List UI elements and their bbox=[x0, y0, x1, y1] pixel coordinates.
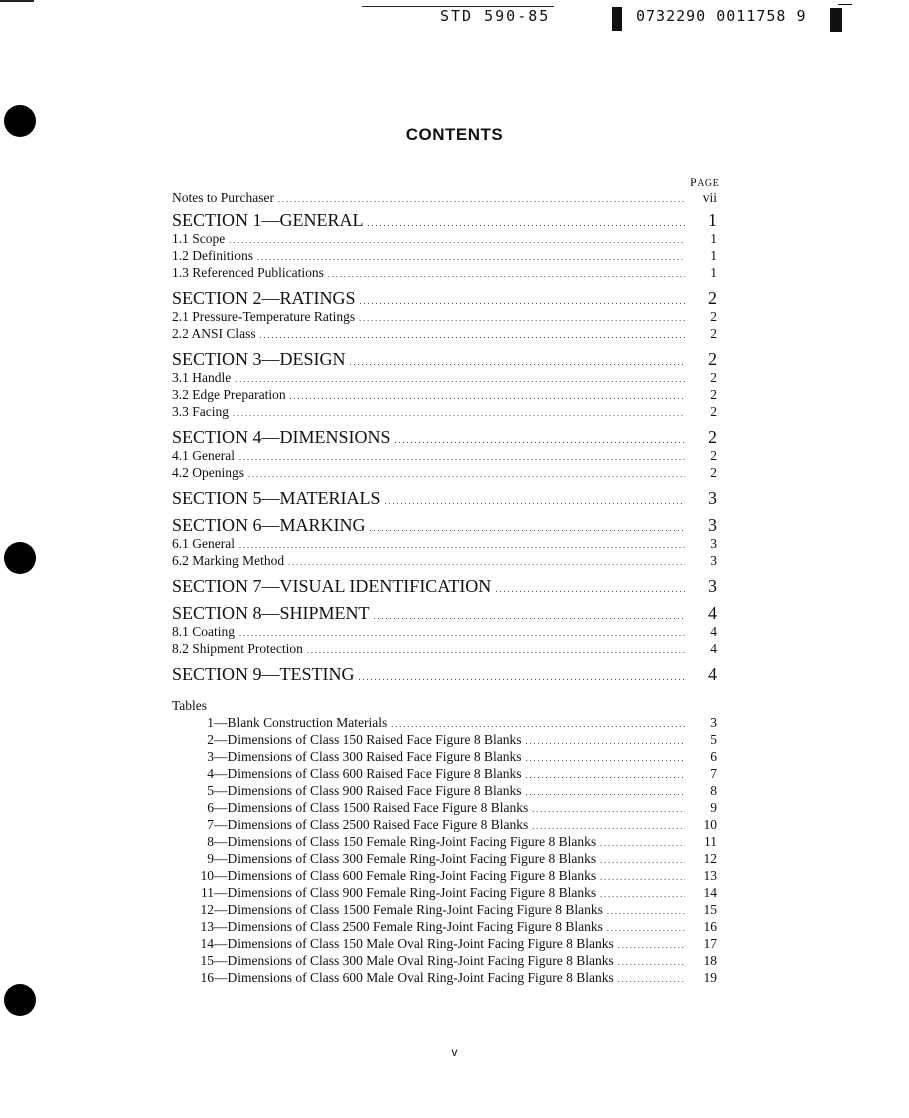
table-number: 12 bbox=[200, 902, 214, 917]
toc-section-6[interactable] bbox=[172, 515, 717, 535]
toc-table-entry[interactable] bbox=[172, 714, 717, 731]
dot-leader bbox=[278, 189, 685, 208]
toc-entry-label: 6.2 Marking Method bbox=[172, 553, 285, 568]
toc-entry-label bbox=[182, 850, 596, 867]
toc-entry-page: 2 bbox=[710, 326, 717, 341]
em-dash-separator: — bbox=[214, 936, 228, 951]
toc-subsection[interactable] bbox=[172, 369, 717, 386]
toc-table-entry[interactable] bbox=[172, 748, 717, 765]
em-dash-separator: — bbox=[214, 885, 228, 900]
toc-entry-page: 3 bbox=[708, 576, 717, 596]
toc-entry-label: 2.1 Pressure-Temperature Ratings bbox=[172, 309, 356, 324]
toc-entry-label bbox=[182, 935, 614, 952]
dot-leader bbox=[260, 325, 685, 344]
toc-entry-label: Notes to Purchaser bbox=[172, 190, 274, 205]
em-dash-separator: — bbox=[214, 783, 228, 798]
toc-entry-label bbox=[182, 969, 614, 986]
table-number: 13 bbox=[200, 919, 214, 934]
toc-table-entry[interactable] bbox=[172, 867, 717, 884]
toc-entry-label: 4.1 General bbox=[172, 448, 235, 463]
dot-leader bbox=[495, 576, 685, 600]
toc-entry-page: 2 bbox=[710, 387, 717, 402]
toc-table-entry[interactable] bbox=[172, 765, 717, 782]
toc-section-1[interactable] bbox=[172, 210, 717, 230]
toc-subsection[interactable] bbox=[172, 640, 717, 657]
toc-entry-label bbox=[182, 867, 596, 884]
toc-entry-page: 11 bbox=[704, 834, 717, 849]
toc-subsection[interactable] bbox=[172, 623, 717, 640]
toc-entry-page: 3 bbox=[710, 553, 717, 568]
table-title: Dimensions of Class 150 Male Oval Ring-Joint Facing Figure 8 Blanks bbox=[227, 936, 614, 951]
toc-table-entry[interactable] bbox=[172, 731, 717, 748]
toc-entry-page: 2 bbox=[710, 404, 717, 419]
toc-entry-page: 1 bbox=[710, 248, 717, 263]
toc-entry-page: 6 bbox=[710, 749, 717, 764]
table-number: 4 bbox=[207, 766, 214, 781]
toc-entry-label bbox=[182, 901, 603, 918]
table-number: 15 bbox=[200, 953, 214, 968]
dot-leader bbox=[288, 552, 685, 571]
toc-entry-label bbox=[182, 884, 596, 901]
table-title: Dimensions of Class 600 Male Oval Ring-Joint Facing Figure 8 Blanks bbox=[227, 970, 614, 985]
toc-table-entry[interactable] bbox=[172, 935, 717, 952]
dot-leader bbox=[618, 969, 685, 988]
toc-section-3[interactable] bbox=[172, 349, 717, 369]
toc-entry-page: 13 bbox=[703, 868, 717, 883]
table-title: Dimensions of Class 1500 Female Ring-Joint Facing Figure 8 Blanks bbox=[227, 902, 603, 917]
toc-entry-page: 1 bbox=[710, 231, 717, 246]
table-title: Dimensions of Class 300 Male Oval Ring-Joint Facing Figure 8 Blanks bbox=[227, 953, 614, 968]
toc-entry-label: 2.2 ANSI Class bbox=[172, 326, 256, 341]
toc-entry-page: 1 bbox=[710, 265, 717, 280]
table-number: 9 bbox=[207, 851, 214, 866]
table-of-contents bbox=[172, 189, 717, 986]
em-dash-separator: — bbox=[214, 851, 228, 866]
toc-entry-page: 17 bbox=[703, 936, 717, 951]
header-bar-mark-right bbox=[830, 8, 842, 32]
em-dash-separator: — bbox=[214, 732, 228, 747]
toc-entry-label: SECTION 9—TESTING bbox=[172, 664, 355, 684]
page-number: v bbox=[451, 1045, 458, 1059]
toc-entry-page: 2 bbox=[708, 288, 717, 308]
table-title: Dimensions of Class 2500 Raised Face Figure 8 Blanks bbox=[227, 817, 529, 832]
toc-entry-page: 4 bbox=[710, 641, 717, 656]
toc-entry-label bbox=[182, 714, 387, 731]
toc-entry-label bbox=[182, 816, 528, 833]
em-dash-separator: — bbox=[214, 902, 228, 917]
section-list bbox=[172, 210, 717, 684]
table-number: 10 bbox=[200, 868, 214, 883]
table-title: Dimensions of Class 600 Raised Face Figure 8 Blanks bbox=[227, 766, 522, 781]
toc-subsection[interactable] bbox=[172, 247, 717, 264]
toc-entry-label bbox=[182, 731, 521, 748]
toc-entry-label bbox=[182, 748, 521, 765]
header-document-code: 0732290 0011758 9 bbox=[636, 7, 807, 25]
toc-table-entry[interactable] bbox=[172, 816, 717, 833]
toc-section-2[interactable] bbox=[172, 288, 717, 308]
punch-hole-middle bbox=[4, 542, 36, 574]
table-title: Dimensions of Class 1500 Raised Face Figure 8 Blanks bbox=[227, 800, 529, 815]
toc-section-9[interactable] bbox=[172, 664, 717, 684]
toc-entry-label: SECTION 5—MATERIALS bbox=[172, 488, 381, 508]
toc-subsection[interactable] bbox=[172, 308, 717, 325]
toc-entry-page: vii bbox=[702, 190, 717, 205]
toc-notes-entry[interactable] bbox=[172, 189, 717, 206]
table-number: 11 bbox=[201, 885, 214, 900]
table-title: Blank Construction Materials bbox=[227, 715, 388, 730]
toc-entry-label: SECTION 7—VISUAL IDENTIFICATION bbox=[172, 576, 492, 596]
toc-entry-page: 8 bbox=[710, 783, 717, 798]
toc-entry-page: 18 bbox=[703, 953, 717, 968]
toc-subsection[interactable] bbox=[172, 464, 717, 481]
toc-entry-page: 2 bbox=[710, 370, 717, 385]
em-dash-separator: — bbox=[214, 834, 228, 849]
toc-entry-label: SECTION 2—RATINGS bbox=[172, 288, 356, 308]
toc-entry-page: 12 bbox=[703, 851, 717, 866]
toc-entry-label bbox=[182, 782, 521, 799]
toc-entry-label bbox=[182, 765, 521, 782]
em-dash-separator: — bbox=[214, 749, 228, 764]
toc-entry-label bbox=[182, 799, 528, 816]
punch-hole-bottom bbox=[4, 984, 36, 1016]
dot-leader bbox=[328, 264, 685, 283]
toc-subsection[interactable] bbox=[172, 552, 717, 569]
toc-entry-label: SECTION 1—GENERAL bbox=[172, 210, 364, 230]
table-number: 5 bbox=[207, 783, 214, 798]
toc-table-entry[interactable] bbox=[172, 850, 717, 867]
em-dash-separator: — bbox=[214, 817, 228, 832]
toc-entry-page: 3 bbox=[708, 488, 717, 508]
toc-entry-label: SECTION 8—SHIPMENT bbox=[172, 603, 370, 623]
dot-leader bbox=[248, 464, 685, 483]
tables-list bbox=[172, 714, 717, 986]
toc-entry-page: 2 bbox=[708, 349, 717, 369]
em-dash-separator: — bbox=[214, 766, 228, 781]
toc-entry-label: 6.1 General bbox=[172, 536, 235, 551]
toc-entry-page: 4 bbox=[708, 603, 717, 623]
toc-entry-page: 2 bbox=[708, 427, 717, 447]
toc-entry-label: 8.2 Shipment Protection bbox=[172, 641, 303, 656]
toc-subsection[interactable] bbox=[172, 325, 717, 342]
toc-entry-label: 4.2 Openings bbox=[172, 465, 244, 480]
tables-heading: Tables bbox=[172, 698, 208, 713]
toc-section-5[interactable] bbox=[172, 488, 717, 508]
toc-table-entry[interactable] bbox=[172, 884, 717, 901]
em-dash-separator: — bbox=[214, 970, 228, 985]
table-number: 6 bbox=[207, 800, 214, 815]
toc-entry-label: SECTION 4—DIMENSIONS bbox=[172, 427, 391, 447]
toc-subsection[interactable] bbox=[172, 403, 717, 420]
table-title: Dimensions of Class 150 Raised Face Figure 8 Blanks bbox=[227, 732, 522, 747]
toc-entry-label bbox=[182, 952, 614, 969]
em-dash-separator: — bbox=[214, 715, 228, 730]
toc-section-8[interactable] bbox=[172, 603, 717, 623]
toc-entry-label: 1.2 Definitions bbox=[172, 248, 253, 263]
table-number: 14 bbox=[200, 936, 214, 951]
header-bar-mark bbox=[612, 7, 622, 31]
table-number: 3 bbox=[207, 749, 214, 764]
toc-entry-label: 3.2 Edge Preparation bbox=[172, 387, 286, 402]
dot-leader bbox=[233, 403, 685, 422]
em-dash-separator: — bbox=[214, 919, 228, 934]
table-title: Dimensions of Class 150 Female Ring-Joint Facing Figure 8 Blanks bbox=[227, 834, 597, 849]
toc-entry-label: 1.3 Referenced Publications bbox=[172, 265, 324, 280]
table-title: Dimensions of Class 2500 Female Ring-Joint Facing Figure 8 Blanks bbox=[227, 919, 603, 934]
page-column-heading: PAGE bbox=[690, 175, 720, 189]
toc-entry-page: 5 bbox=[710, 732, 717, 747]
toc-entry-page: 3 bbox=[708, 515, 717, 535]
toc-entry-label: 3.1 Handle bbox=[172, 370, 232, 385]
toc-entry-page: 9 bbox=[710, 800, 717, 815]
toc-subsection[interactable] bbox=[172, 535, 717, 552]
toc-entry-page: 19 bbox=[703, 970, 717, 985]
toc-entry-label: SECTION 3—DESIGN bbox=[172, 349, 346, 369]
toc-section-7[interactable] bbox=[172, 576, 717, 596]
table-title: Dimensions of Class 900 Raised Face Figure 8 Blanks bbox=[227, 783, 522, 798]
header-std-number: STD 590-85 bbox=[440, 7, 551, 25]
toc-subsection[interactable] bbox=[172, 447, 717, 464]
toc-entry-label bbox=[182, 833, 596, 850]
toc-table-entry[interactable] bbox=[172, 952, 717, 969]
table-title: Dimensions of Class 300 Female Ring-Joint Facing Figure 8 Blanks bbox=[227, 851, 597, 866]
toc-entry-label bbox=[182, 918, 603, 935]
toc-entry-label: 1.1 Scope bbox=[172, 231, 226, 246]
toc-subsection[interactable] bbox=[172, 264, 717, 281]
toc-table-entry[interactable] bbox=[172, 799, 717, 816]
toc-entry-page: 3 bbox=[710, 715, 717, 730]
corner-scan-mark bbox=[0, 0, 34, 2]
toc-entry-page: 16 bbox=[703, 919, 717, 934]
dot-leader bbox=[385, 488, 685, 512]
dot-leader bbox=[307, 640, 685, 659]
toc-entry-page: 1 bbox=[708, 210, 717, 230]
toc-entry-label: 8.1 Coating bbox=[172, 624, 235, 639]
toc-entry-label: 3.3 Facing bbox=[172, 404, 229, 419]
table-number: 16 bbox=[200, 970, 214, 985]
toc-table-entry[interactable] bbox=[172, 833, 717, 850]
table-title: Dimensions of Class 600 Female Ring-Joint Facing Figure 8 Blanks bbox=[227, 868, 597, 883]
toc-entry-page: 14 bbox=[703, 885, 717, 900]
toc-subsection[interactable] bbox=[172, 230, 717, 247]
toc-entry-page: 4 bbox=[710, 624, 717, 639]
toc-table-entry[interactable] bbox=[172, 901, 717, 918]
toc-section-4[interactable] bbox=[172, 427, 717, 447]
toc-entry-page: 10 bbox=[703, 817, 717, 832]
toc-entry-label: SECTION 6—MARKING bbox=[172, 515, 366, 535]
table-title: Dimensions of Class 300 Raised Face Figure 8 Blanks bbox=[227, 749, 522, 764]
toc-table-entry[interactable] bbox=[172, 969, 717, 986]
toc-subsection[interactable] bbox=[172, 386, 717, 403]
page-title: CONTENTS bbox=[405, 125, 504, 144]
table-title: Dimensions of Class 900 Female Ring-Joint Facing Figure 8 Blanks bbox=[227, 885, 597, 900]
table-number: 8 bbox=[207, 834, 214, 849]
toc-entry-page: 3 bbox=[710, 536, 717, 551]
em-dash-separator: — bbox=[214, 800, 228, 815]
toc-entry-page: 2 bbox=[710, 448, 717, 463]
toc-entry-page: 2 bbox=[710, 309, 717, 324]
table-number: 2 bbox=[207, 732, 214, 747]
table-number: 1 bbox=[207, 715, 214, 730]
toc-entry-page: 7 bbox=[710, 766, 717, 781]
dot-leader bbox=[359, 664, 686, 688]
em-dash-separator: — bbox=[214, 868, 228, 883]
table-number: 7 bbox=[207, 817, 214, 832]
toc-entry-page: 15 bbox=[703, 902, 717, 917]
toc-entry-page: 4 bbox=[708, 664, 717, 684]
toc-table-entry[interactable] bbox=[172, 918, 717, 935]
header-corner-rule bbox=[838, 4, 852, 5]
em-dash-separator: — bbox=[214, 953, 228, 968]
toc-entry-page: 2 bbox=[710, 465, 717, 480]
toc-table-entry[interactable] bbox=[172, 782, 717, 799]
